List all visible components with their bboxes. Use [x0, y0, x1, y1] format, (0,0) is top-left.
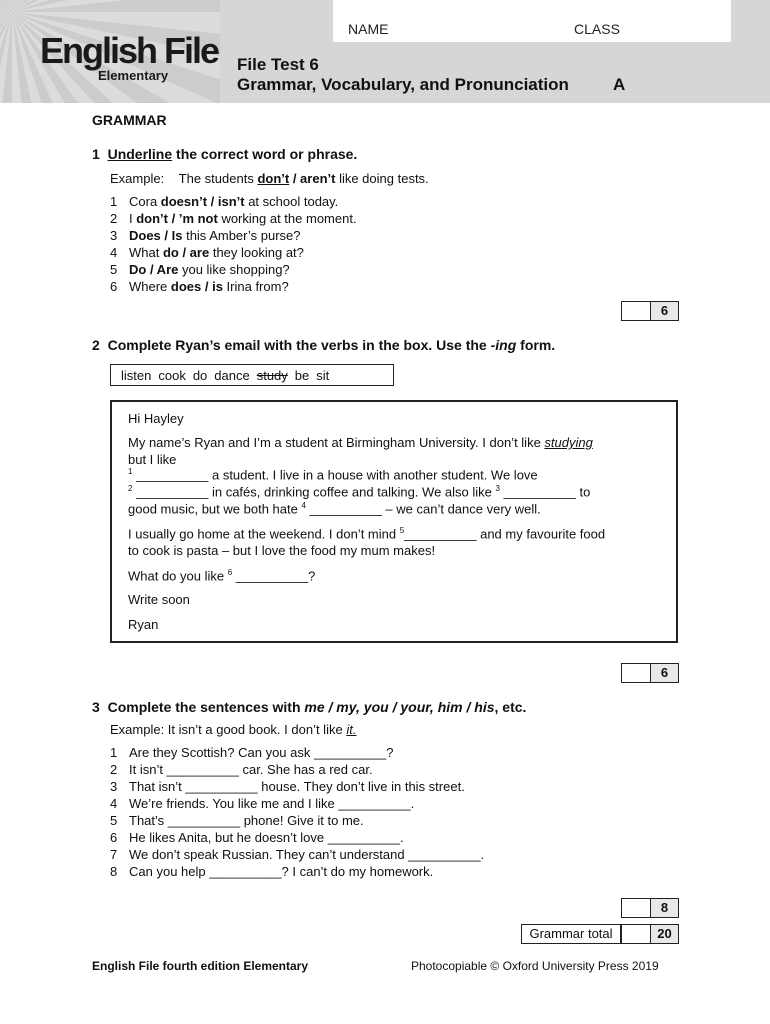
- q3-item[interactable]: He likes Anita, but he doesn’t love __________.: [129, 830, 404, 845]
- word-box-item: study: [256, 368, 288, 383]
- word-box-item: cook: [158, 368, 186, 383]
- q3-example-text: Example: It isn’t a good book. I don’t like: [110, 722, 347, 737]
- q1-item-number: 1: [110, 194, 118, 209]
- q1-example-text: The students: [178, 171, 258, 186]
- email-line: [128, 526, 605, 541]
- email-text: __________ a student. I live in a house with another student. We love: [132, 467, 538, 483]
- q2-instruction-text: Complete Ryan’s email with the verbs in the box. Use the: [107, 337, 491, 353]
- q1-item-options[interactable]: Does / Is: [129, 228, 183, 243]
- section-title: GRAMMAR: [92, 112, 167, 128]
- email-signoff: Write soon: [128, 592, 190, 607]
- email-signature: Ryan: [128, 617, 159, 632]
- q3-example: [110, 722, 356, 737]
- test-title: File Test 6: [237, 55, 319, 74]
- gap-number: 1: [128, 467, 133, 476]
- gap-number: 2: [128, 484, 133, 493]
- q1-item[interactable]: [129, 262, 290, 277]
- test-subtitle: Grammar, Vocabulary, and Pronunciation: [237, 75, 569, 94]
- q1-example-answer: don’t: [257, 171, 290, 186]
- name-class-field[interactable]: [333, 0, 731, 42]
- email-line: [128, 484, 590, 499]
- grammar-total-label: Grammar total: [521, 924, 621, 944]
- word-box-item: dance: [214, 368, 250, 383]
- gap-number: 6: [227, 568, 233, 577]
- q3-item[interactable]: Are they Scottish? Can you ask __________?: [129, 745, 394, 760]
- q3-instruction-text: Complete the sentences with: [107, 699, 305, 715]
- q1-instruction: [92, 146, 357, 162]
- q3-item-number: 4: [110, 796, 118, 811]
- footer-copyright: Photocopiable © Oxford University Press 2019: [411, 959, 659, 973]
- email-text: I usually go home at the weekend. I don’t mind: [128, 526, 400, 542]
- q1-item-options[interactable]: do / are: [162, 245, 210, 260]
- word-box-item: listen: [121, 368, 152, 383]
- email-line: [128, 568, 315, 583]
- q3-item-number: 5: [110, 813, 118, 828]
- q3-instruction-end: , etc.: [494, 699, 527, 715]
- q1-item-options[interactable]: don’t / ’m not: [136, 211, 218, 226]
- q1-item[interactable]: [129, 245, 304, 260]
- q1-instruction-underlined: Underline: [107, 146, 173, 162]
- word-box-item: sit: [316, 368, 330, 383]
- q1-example: [110, 171, 429, 186]
- q2-instruction-italic: -ing: [490, 337, 517, 353]
- q3-number: 3: [92, 699, 100, 715]
- q3-item-number: 2: [110, 762, 118, 777]
- q1-item[interactable]: [129, 194, 338, 209]
- q1-item-number: 4: [110, 245, 118, 260]
- q1-example-label: Example:: [110, 171, 165, 186]
- q1-item-text: working at the moment.: [217, 211, 357, 226]
- email-text: __________ in cafés, drinking coffee and talking. We also like: [132, 484, 496, 500]
- email-text: My name’s Ryan and I’m a student at Birmingham University. I don’t like: [128, 435, 545, 450]
- email-text: __________ and my favourite food: [404, 526, 606, 542]
- class-label: CLASS: [574, 21, 620, 37]
- q3-item[interactable]: That’s __________ phone! Give it to me.: [129, 813, 364, 828]
- q3-score-box: [621, 898, 679, 918]
- q1-item-number: 3: [110, 228, 118, 243]
- q1-score-input[interactable]: [622, 302, 651, 320]
- q1-item[interactable]: [129, 228, 301, 243]
- q3-item-number: 8: [110, 864, 118, 879]
- q1-item-number: 5: [110, 262, 118, 277]
- email-text: What do you like: [128, 568, 228, 584]
- q2-score-input[interactable]: [622, 664, 651, 682]
- q3-item[interactable]: It isn’t __________ car. She has a red car.: [129, 762, 373, 777]
- grammar-total-input[interactable]: [622, 925, 651, 943]
- q3-item-number: 7: [110, 847, 118, 862]
- q1-number: 1: [92, 146, 100, 162]
- email-line: but I like: [128, 452, 177, 467]
- name-label: NAME: [348, 21, 389, 37]
- q3-item-number: 3: [110, 779, 118, 794]
- q3-item[interactable]: That isn’t __________ house. They don’t live in this street.: [129, 779, 465, 794]
- q1-item-text: Cora: [129, 194, 161, 209]
- q1-item[interactable]: [129, 279, 289, 294]
- q3-item-number: 1: [110, 745, 118, 760]
- q1-item-options[interactable]: Do / Are: [129, 262, 179, 277]
- q1-example-sep: /: [289, 171, 301, 186]
- email-text: good music, but we both hate: [128, 501, 302, 517]
- footer-edition: English File fourth edition Elementary: [92, 959, 309, 973]
- q3-item[interactable]: Can you help __________? I can’t do my homework.: [129, 864, 434, 879]
- grammar-total-box: [621, 924, 679, 944]
- email-text: __________?: [232, 568, 316, 584]
- email-line: [128, 501, 541, 516]
- q1-item-options[interactable]: doesn’t / isn’t: [160, 194, 245, 209]
- q3-score-input[interactable]: [622, 899, 651, 917]
- q3-instruction: [92, 699, 526, 715]
- gap-number: 3: [495, 484, 500, 493]
- q1-item-number: 2: [110, 211, 118, 226]
- q2-score-value: 6: [651, 664, 678, 682]
- q1-score-value: 6: [651, 302, 678, 320]
- gap-number: 5: [399, 526, 405, 535]
- q1-item-text: they looking at?: [209, 245, 304, 260]
- email-text: __________ – we can’t dance very well.: [305, 501, 541, 517]
- q1-item-text: you like shopping?: [178, 262, 290, 277]
- q3-instruction-italic: me / my, you / your, him / his: [304, 699, 495, 715]
- q1-instruction-text: the correct word or phrase.: [172, 146, 358, 162]
- email-line: [128, 435, 593, 450]
- q2-number: 2: [92, 337, 100, 353]
- q1-item-text: Irina from?: [222, 279, 289, 294]
- q3-score-value: 8: [651, 899, 678, 917]
- q2-instruction: [92, 337, 555, 353]
- q3-example-answer: it.: [346, 722, 357, 737]
- gap-number: 4: [301, 501, 306, 510]
- q1-item-number: 6: [110, 279, 118, 294]
- q1-item[interactable]: [129, 211, 357, 226]
- logo-title: English File: [40, 30, 219, 71]
- word-box-item: do: [192, 368, 208, 383]
- email-example-answer: studying: [544, 435, 593, 450]
- email-line: to cook is pasta – but I love the food my mum makes!: [128, 543, 436, 558]
- q1-example-option: aren’t: [300, 171, 336, 186]
- q1-item-text: Where: [129, 279, 171, 294]
- q2-instruction-end: form.: [516, 337, 556, 353]
- test-version: A: [613, 75, 626, 94]
- q1-item-text: What: [129, 245, 163, 260]
- q3-item-number: 6: [110, 830, 118, 845]
- word-box: [110, 364, 394, 386]
- q3-item[interactable]: We’re friends. You like me and I like __________.: [129, 796, 415, 811]
- q1-item-options[interactable]: does / is: [170, 279, 223, 294]
- grammar-total-value: 20: [651, 925, 678, 943]
- q1-score-box: [621, 301, 679, 321]
- email-text: __________ to: [499, 484, 591, 500]
- email-greeting: Hi Hayley: [128, 411, 184, 426]
- q2-score-box: [621, 663, 679, 683]
- q1-example-end: like doing tests.: [335, 171, 429, 186]
- q1-item-text: I: [129, 211, 137, 226]
- word-box-item: be: [294, 368, 310, 383]
- q1-item-text: this Amber’s purse?: [182, 228, 301, 243]
- q1-item-text: at school today.: [244, 194, 339, 209]
- email-line: [128, 467, 538, 482]
- q3-item[interactable]: We don’t speak Russian. They can’t understand __________.: [129, 847, 485, 862]
- logo-subtitle: Elementary: [98, 68, 169, 83]
